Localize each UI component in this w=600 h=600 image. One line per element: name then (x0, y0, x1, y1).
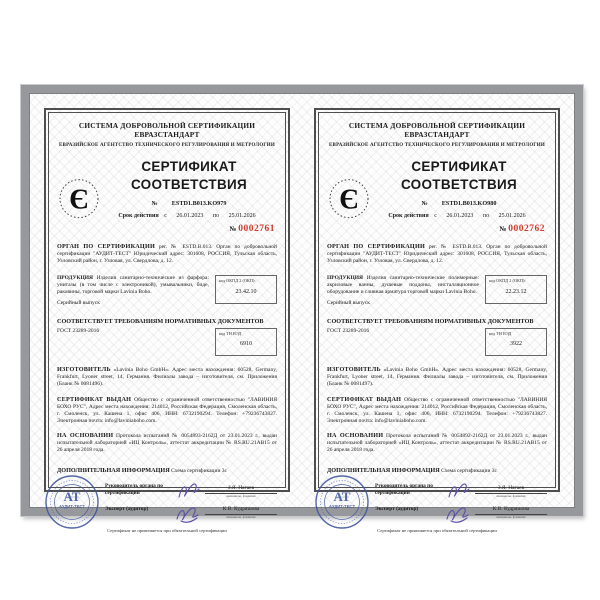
title-block (101, 158, 277, 235)
product-text-block (57, 275, 215, 307)
certificate-title: СЕРТИФИКАТ СООТВЕТСТВИЯ (130, 159, 248, 193)
product-text: Изделия санитарно-технические из фарфора: унитазы (в том числе с электроникой), умывальники, биде, раковины, торговой марки Lavinia Boho. (57, 275, 209, 296)
stamp-monogram: АТ (333, 488, 351, 504)
audit-test-stamp-icon (43, 473, 101, 531)
validity-from-label: с (434, 212, 437, 219)
title-block (371, 158, 547, 235)
certification-body-label: ОРГАН ПО СЕРТИФИКАЦИИ (57, 242, 155, 250)
head-name-block (475, 485, 547, 498)
certificate-content (57, 118, 278, 533)
manufacturer-label: ИЗГОТОВИТЕЛЬ (57, 366, 111, 374)
validity-from-date: 26.01.2023 (176, 212, 204, 219)
validity-from-date: 26.01.2023 (446, 212, 474, 219)
names-column (205, 485, 277, 528)
additional-info-text: Схема сертификации 3с (171, 467, 227, 474)
evrazstandart-emblem-icon (327, 162, 371, 235)
issued-to-text: Общество с ограниченной ответственностью "ЛАВИНИЯ БОХО РУС", Адрес места нахождения: 214012, Российская Федерация, Смоленская область, г. Смоленск, ул. Кашена 1, офис 406, ИНН: 6732190294. Телефон: +79236743827. Электронная почта: info@laviniaboho.com. (327, 396, 547, 425)
head-name: З.Я. Нагаев (205, 485, 277, 494)
names-column (475, 485, 547, 528)
okpd-code-value: 22.23.12 (505, 288, 527, 295)
expert-role-label: Эксперт (аудитор) (375, 506, 419, 513)
expert-name-caption: инициалы, фамилия (226, 515, 256, 520)
title-row (327, 158, 547, 235)
blank-number: 0002761 (238, 224, 275, 235)
svg-text:Є: Є (69, 184, 89, 217)
conformity-section (57, 328, 277, 356)
roles-column (375, 483, 437, 522)
certificate-page (37, 101, 297, 533)
no-label: № (151, 199, 158, 207)
okpd-code-label: код ОКПД 2 (ОКП): (219, 278, 256, 284)
certification-body-section (327, 243, 547, 265)
stamp-org-name: АУДИТ-ТЕСТ (58, 503, 86, 509)
okpd-code-label: код ОКПД 2 (ОКП): (489, 278, 526, 284)
blank-number: 0002762 (508, 224, 545, 235)
okpd-code-box (215, 275, 277, 303)
manufacturer-section (327, 366, 547, 388)
blank-number-line (101, 223, 277, 235)
system-title: СИСТЕМА ДОБРОВОЛЬНОЙ СЕРТИФИКАЦИИ ЕВРАЗСТАНДАРТ (348, 121, 526, 140)
manufacturer-text: «Lavinia Boho GmbH». Адрес места нахождения: 60528, Germany, Frankfurt, Lyoner street, 14, Германия. Филиалы завода – изготовителя, см. Приложения (Бланк № 0081497). (327, 367, 547, 388)
issued-to-section (327, 396, 547, 426)
issued-to-label: СЕРТИФИКАТ ВЫДАН (57, 395, 132, 403)
issued-to-text: Общество с ограниченной ответственностью "ЛАВИНИЯ БОХО РУС", Адрес места нахождения: 214012, Российская Федерация, Смоленская область, г. Смоленск, ул. Кашена 1, офис 406, ИНН: 6732190294. Телефон: +79236743827. Электронная почта: info@laviniaboho.com. (57, 396, 277, 425)
validity-to-date: 25.01.2026 (498, 212, 526, 219)
tnved-code-box (215, 328, 277, 356)
evrazstandart-emblem-icon (57, 162, 101, 235)
head-role-label: Руководитель органа по сертификации (375, 482, 433, 496)
issued-to-label: СЕРТИФИКАТ ВЫДАН (327, 395, 402, 403)
head-name-caption: инициалы, фамилия (496, 493, 526, 498)
system-title: СИСТЕМА ДОБРОВОЛЬНОЙ СЕРТИФИКАЦИИ ЕВРАЗСТАНДАРТ (78, 121, 256, 140)
blank-no-label: № (499, 225, 507, 234)
agency-subtitle: ЕВРАЗИЙСКОЕ АГЕНТСТВО ТЕХНИЧЕСКОГО РЕГУЛИРОВАНИЯ И МЕТРОЛОГИИ (329, 142, 545, 148)
expert-role-label: Эксперт (аудитор) (105, 506, 149, 513)
head-role-label: Руководитель органа по сертификации (105, 482, 163, 496)
additional-info-label: ДОПОЛНИТЕЛЬНАЯ ИНФОРМАЦИЯ (57, 466, 170, 474)
no-label: № (421, 199, 428, 207)
manufacturer-text: «Lavinia Boho GmbH». Адрес места нахождения: 60528, Germany, Frankfurt, Lyoner street, 14, Германия. Филиалы завода – изготовителя, см. Приложения (Бланк № 0081496). (57, 367, 277, 388)
product-text-block (327, 275, 485, 307)
signature-block (57, 477, 277, 527)
audit-test-stamp-icon (313, 473, 371, 531)
head-name-caption: инициалы, фамилия (226, 493, 256, 498)
validity-label: Срок действия (118, 212, 159, 219)
certificate-page (307, 101, 567, 533)
okpd-code-box (485, 275, 547, 303)
product-serial: Серийный выпуск (327, 299, 370, 306)
tnved-code-label: код ТН ВЭД (489, 330, 512, 336)
certification-body-section (57, 243, 277, 265)
validity-label: Срок действия (388, 212, 429, 219)
title-row (57, 158, 277, 235)
footer-note: Сертификат не применяется при обязательной сертификации (377, 527, 497, 533)
product-text: Изделия санитарно-технические полимерные: акриловые ванны, душевые поддоны, инсталляционное оборудование и сливная арматура торговой марки Lavinia Boho. (327, 275, 480, 296)
basis-section (327, 432, 547, 454)
basis-text: Протокола испытаний № 0054893-2162Д от 23.01.2023 г., выдан испытательной лабораторией «ИЦ Контроль», аттестат аккредитации № RS.RU.21АВ15 от 26 апреля 2018 года. (57, 433, 278, 454)
tnved-code-box (485, 328, 547, 356)
product-section (327, 275, 547, 307)
svg-text:Є: Є (339, 184, 359, 217)
tnved-code-label: код ТН ВЭД (219, 330, 242, 336)
validity-to-date: 25.01.2026 (228, 212, 256, 219)
basis-section (57, 432, 277, 454)
registration-number-line (101, 200, 277, 208)
validity-line (371, 213, 547, 221)
okpd-code-value: 23.42.10 (235, 288, 257, 295)
blank-no-label: № (229, 225, 237, 234)
product-section (57, 275, 277, 307)
registration-number-line (371, 200, 547, 208)
issued-to-section (57, 396, 277, 426)
basis-text: Протокола испытаний № 0054892-2162Д от 23.01.2023 г., выдан испытательной лабораторией «ИЦ Контроль», аттестат аккредитации № RS.RU.21АВ15 от 26 апреля 2018 года. (327, 433, 548, 454)
agency-subtitle: ЕВРАЗИЙСКОЕ АГЕНТСТВО ТЕХНИЧЕСКОГО РЕГУЛИРОВАНИЯ И МЕТРОЛОГИИ (59, 142, 275, 148)
photo-frame (21, 85, 583, 533)
conformity-section (327, 328, 547, 356)
stamp-monogram: АТ (63, 488, 81, 504)
expert-name-caption: инициалы, фамилия (496, 515, 526, 520)
validity-to-label: по (482, 212, 490, 219)
conformity-standard: ГОСТ 23289-2016 (57, 327, 100, 334)
expert-name: К.В. Кудряшова (205, 506, 277, 515)
head-name: З.Я. Нагаев (475, 485, 547, 494)
certificate-content (327, 118, 548, 533)
expert-name: К.В. Кудряшова (475, 506, 547, 515)
validity-line (101, 213, 277, 221)
certification-body-text: рег. № ESTD.B.013. Орган по добровольной сертификации "АУДИТ-ТЕСТ" Юридический адрес: 301608, РОССИЯ, Тульская область, Узловский район, г. Узловая, ул. Свердлова, д. 12. (57, 243, 277, 265)
product-label: ПРОДУКЦИЯ (327, 275, 364, 282)
signature-block (327, 477, 547, 527)
roles-column (105, 483, 167, 522)
conformity-label: СООТВЕТСТВУЕТ ТРЕБОВАНИЯМ НОРМАТИВНЫХ ДОКУМЕНТОВ (57, 317, 264, 325)
validity-from-label: с (164, 212, 167, 219)
expert-name-block (475, 506, 547, 519)
certificate-title: СЕРТИФИКАТ СООТВЕТСТВИЯ (400, 159, 518, 193)
product-serial: Серийный выпуск (57, 299, 100, 306)
expert-name-block (205, 506, 277, 519)
manufacturer-section (57, 366, 277, 388)
basis-label: НА ОСНОВАНИИ (327, 432, 384, 440)
certificate-sheet (29, 93, 575, 533)
tnved-code-value: 6910 (240, 341, 252, 348)
stamp-org-name: АУДИТ-ТЕСТ (328, 503, 356, 509)
blank-number-line (371, 223, 547, 235)
conformity-standard: ГОСТ 23289-2016 (327, 327, 370, 334)
product-label: ПРОДУКЦИЯ (57, 275, 94, 282)
basis-label: НА ОСНОВАНИИ (57, 432, 114, 440)
registration-number: ESTD1.B013.KO980 (441, 199, 497, 207)
registration-number: ESTD1.B013.KO979 (171, 199, 227, 207)
validity-to-label: по (212, 212, 220, 219)
additional-info-text: Схема сертификации 3с (441, 467, 497, 474)
manufacturer-label: ИЗГОТОВИТЕЛЬ (327, 366, 381, 374)
head-name-block (205, 485, 277, 498)
footer-note: Сертификат не применяется при обязательной сертификации (107, 527, 227, 533)
tnved-code-value: 3922 (510, 341, 522, 348)
conformity-label: СООТВЕТСТВУЕТ ТРЕБОВАНИЯМ НОРМАТИВНЫХ ДОКУМЕНТОВ (327, 317, 534, 325)
additional-info-label: ДОПОЛНИТЕЛЬНАЯ ИНФОРМАЦИЯ (327, 466, 440, 474)
certification-body-label: ОРГАН ПО СЕРТИФИКАЦИИ (327, 242, 425, 250)
certification-body-text: рег. № ESTD.B.013. Орган по добровольной сертификации "АУДИТ-ТЕСТ" Юридический адрес: 301608, РОССИЯ, Тульская область, Узловский район, г. Узловая, ул. Свердлова, д. 12. (327, 243, 547, 265)
